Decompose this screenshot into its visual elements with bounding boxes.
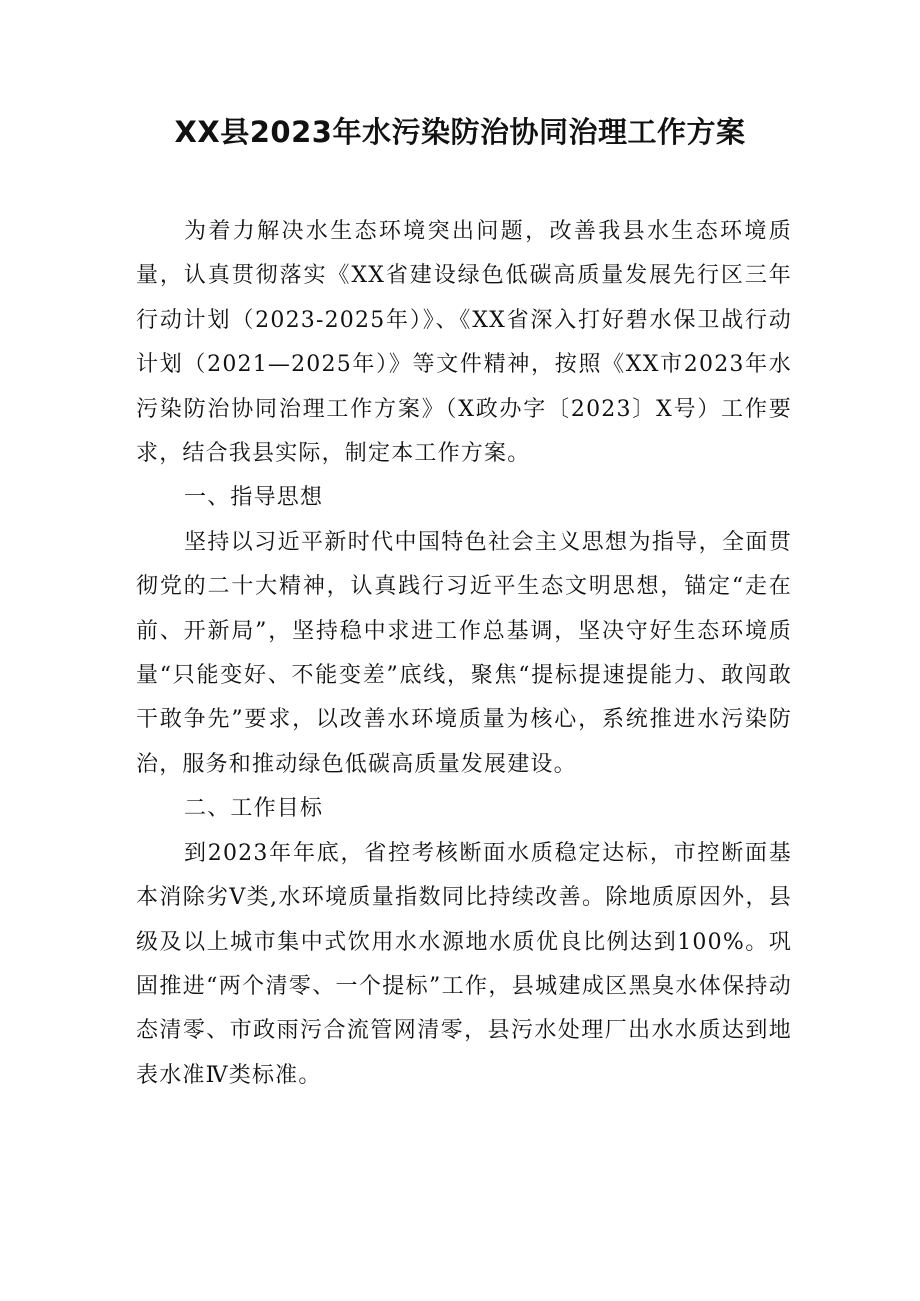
section-heading-guiding-ideology: 一、指导思想 — [184, 485, 324, 511]
guiding-ideology-paragraph: 坚持以习近平新时代中国特色社会主义思想为指导，全面贯彻党的二十大精神，认真践行习近平生态文明思想，锚定“走在前、开新局”，坚持稳中求进工作总基调，坚决守好生态环境质量“只能变好、不能变差”底线，聚焦“提标提速提能力、敢闯敢干敢争先”要求，以改善水环境质量为核心，系统推进水污染防治，服务和推动绿色低碳高质量发展建设。 — [136, 529, 792, 777]
document-title: XX县2023年水污染防治协同治理工作方案 — [174, 115, 746, 149]
work-goals-paragraph: 到2023年年底，省控考核断面水质稳定达标，市控断面基本消除劣Ⅴ类,水环境质量指数同比持续改善。除地质原因外，县级及以上城市集中式饮用水水源地水质优良比例达到100%。巩固推进“两个清零、一个提标”工作，县城建成区黑臭水体保持动态清零、市政雨污合流管网清零，县污水处理厂出水水质达到地表水准Ⅳ类标准。 — [136, 840, 792, 1088]
document-body — [136, 210, 792, 1098]
intro-paragraph: 为着力解决水生态环境突出问题，改善我县水生态环境质量，认真贯彻落实《XX省建设绿色低碳高质量发展先行区三年行动计划（2023-2025年）》、《XX省深入打好碧水保卫战行动计划（2021—2025年）》等文件精神，按照《XX市2023年水污染防治协同治理工作方案》（X政办字〔2023〕X号）工作要求，结合我县实际，制定本工作方案。 — [136, 219, 792, 467]
section-heading-work-goals: 二、工作目标 — [184, 796, 324, 822]
